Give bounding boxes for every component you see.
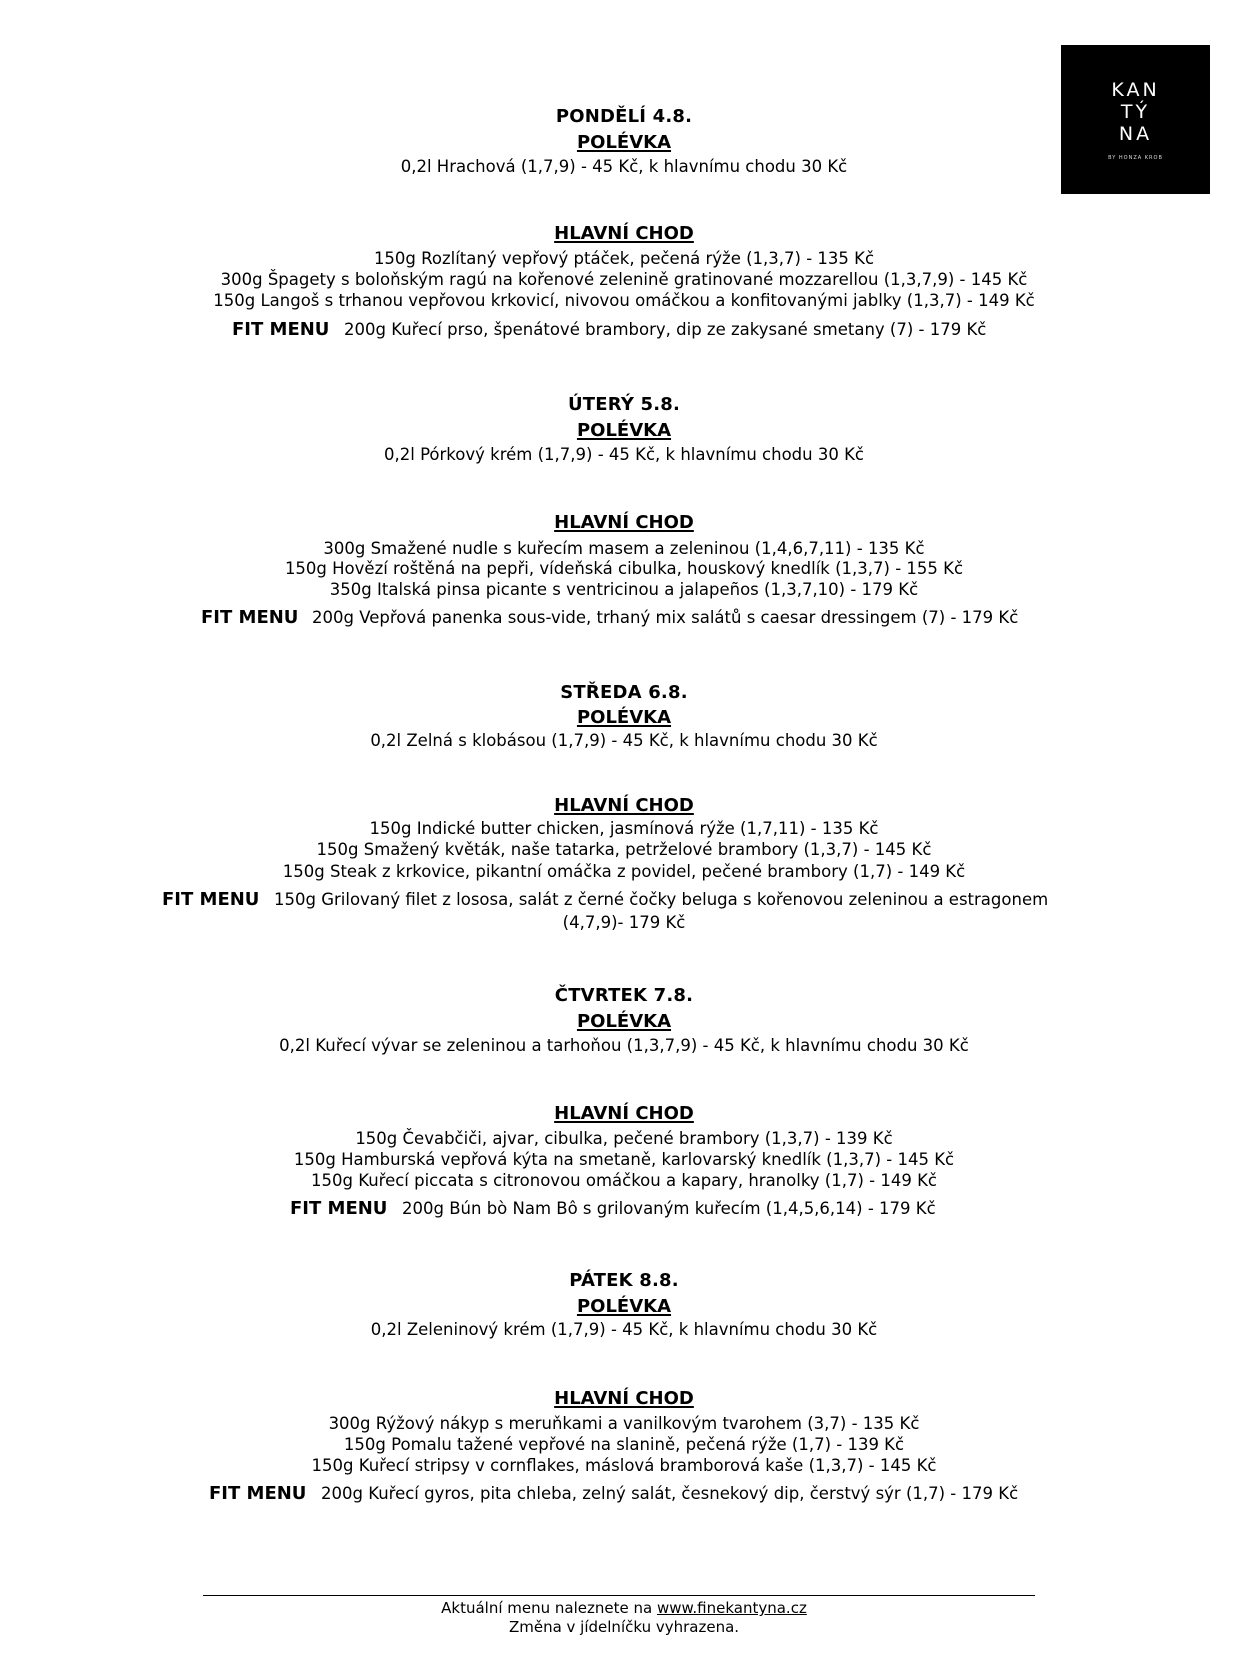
main-item: 350g Italská pinsa picante s ventricinou a jalapeños (1,3,7,10) - 179 Kč bbox=[329, 580, 919, 599]
fit-menu-label: FIT MENU bbox=[232, 319, 330, 340]
main-item: 150g Indické butter chicken, jasmínová rýže (1,7,11) - 135 Kč bbox=[369, 819, 879, 838]
soup-heading: POLÉVKA bbox=[576, 420, 672, 441]
main-heading: HLAVNÍ CHOD bbox=[554, 512, 694, 533]
fit-menu-item-continuation: (4,7,9)- 179 Kč bbox=[562, 913, 686, 932]
fit-menu-item: 200g Vepřová panenka sous-vide, trhaný mix salátů s caesar dressingem (7) - 179 Kč bbox=[312, 608, 1019, 627]
main-item: 150g Steak z krkovice, pikantní omáčka z povidel, pečené brambory (1,7) - 149 Kč bbox=[282, 862, 966, 881]
footer-text: Aktuální menu naleznete na bbox=[441, 1599, 657, 1617]
main-item: 150g Pomalu tažené vepřové na slanině, pečená rýže (1,7) - 139 Kč bbox=[343, 1435, 905, 1454]
footer-divider bbox=[203, 1595, 1035, 1596]
soup-item: 0,2l Pórkový krém (1,7,9) - 45 Kč, k hlavnímu chodu 30 Kč bbox=[384, 445, 864, 464]
day-title: PÁTEK 8.8. bbox=[569, 1270, 679, 1291]
soup-heading: POLÉVKA bbox=[576, 132, 672, 153]
main-item: 150g Rozlítaný vepřový ptáček, pečená rýže (1,3,7) - 135 Kč bbox=[373, 249, 875, 268]
main-heading: HLAVNÍ CHOD bbox=[554, 1388, 694, 1409]
main-item: 150g Kuřecí stripsy v cornflakes, máslová bramborová kaše (1,3,7) - 145 Kč bbox=[311, 1456, 937, 1475]
soup-heading: POLÉVKA bbox=[576, 1011, 672, 1032]
logo-subtitle: BY HONZA KROB bbox=[1108, 154, 1163, 161]
main-item: 150g Hamburská vepřová kýta na smetaně, karlovarský knedlík (1,3,7) - 145 Kč bbox=[293, 1150, 955, 1169]
main-item: 150g Kuřecí piccata s citronovou omáčkou a kapary, hranolky (1,7) - 149 Kč bbox=[310, 1171, 937, 1190]
main-item: 150g Smažený květák, naše tatarka, petrželové brambory (1,3,7) - 145 Kč bbox=[316, 840, 932, 859]
soup-heading: POLÉVKA bbox=[576, 707, 672, 728]
day-title: ÚTERÝ 5.8. bbox=[567, 394, 681, 415]
fit-menu-item: 150g Grilovaný filet z lososa, salát z černé čočky beluga s kořenovou zeleninou a estragonem bbox=[274, 890, 1049, 909]
soup-item: 0,2l Zelná s klobásou (1,7,9) - 45 Kč, k hlavnímu chodu 30 Kč bbox=[370, 731, 878, 750]
day-title: ČTVRTEK 7.8. bbox=[554, 985, 694, 1006]
footer-notice: Změna v jídelníčku vyhrazena. bbox=[508, 1618, 740, 1636]
soup-item: 0,2l Zeleninový krém (1,7,9) - 45 Kč, k hlavnímu chodu 30 Kč bbox=[370, 1320, 878, 1339]
logo-line-2: TÝ bbox=[1120, 100, 1151, 123]
main-heading: HLAVNÍ CHOD bbox=[554, 795, 694, 816]
fit-menu-item: 200g Kuřecí prso, špenátové brambory, dip ze zakysané smetany (7) - 179 Kč bbox=[344, 320, 987, 339]
fit-menu-label: FIT MENU bbox=[201, 607, 299, 628]
day-title: STŘEDA 6.8. bbox=[560, 682, 688, 703]
main-item: 150g Hovězí roštěná na pepři, vídeňská cibulka, houskový knedlík (1,3,7) - 155 Kč bbox=[284, 559, 964, 578]
soup-item: 0,2l Kuřecí vývar se zeleninou a tarhoňou (1,3,7,9) - 45 Kč, k hlavnímu chodu 30 Kč bbox=[279, 1036, 969, 1055]
main-item: 300g Špagety s boloňským ragú na kořenové zelenině gratinované mozzarellou (1,3,7,9) - 145 Kč bbox=[220, 270, 1028, 289]
soup-item: 0,2l Hrachová (1,7,9) - 45 Kč, k hlavnímu chodu 30 Kč bbox=[400, 157, 848, 176]
main-heading: HLAVNÍ CHOD bbox=[554, 223, 694, 244]
fit-menu-label: FIT MENU bbox=[209, 1483, 307, 1504]
main-item: 300g Rýžový nákyp s meruňkami a vanilkovým tvarohem (3,7) - 135 Kč bbox=[328, 1414, 920, 1433]
fit-menu-item: 200g Bún bò Nam Bô s grilovaným kuřecím (1,4,5,6,14) - 179 Kč bbox=[402, 1199, 936, 1218]
footer-line-1 bbox=[0, 1599, 1248, 1617]
main-item: 150g Čevabčiči, ajvar, cibulka, pečené brambory (1,3,7) - 139 Kč bbox=[355, 1129, 893, 1148]
fit-menu-label: FIT MENU bbox=[290, 1198, 388, 1219]
website-link[interactable]: www.finekantyna.cz bbox=[656, 1599, 807, 1617]
fit-menu-label: FIT MENU bbox=[162, 889, 260, 910]
fit-menu-item: 200g Kuřecí gyros, pita chleba, zelný salát, česnekový dip, čerstvý sýr (1,7) - 179 Kč bbox=[321, 1484, 1019, 1503]
day-title: PONDĚLÍ 4.8. bbox=[555, 106, 693, 127]
main-item: 150g Langoš s trhanou vepřovou krkovicí, nivovou omáčkou a konfitovanými jablky (1,3,7) - 149 Kč bbox=[213, 291, 1035, 310]
soup-heading: POLÉVKA bbox=[576, 1296, 672, 1317]
logo-line-1: KAN bbox=[1111, 78, 1160, 101]
main-heading: HLAVNÍ CHOD bbox=[554, 1103, 694, 1124]
logo-line-3: NA bbox=[1118, 122, 1153, 145]
main-item: 300g Smažené nudle s kuřecím masem a zeleninou (1,4,6,7,11) - 135 Kč bbox=[323, 539, 925, 558]
